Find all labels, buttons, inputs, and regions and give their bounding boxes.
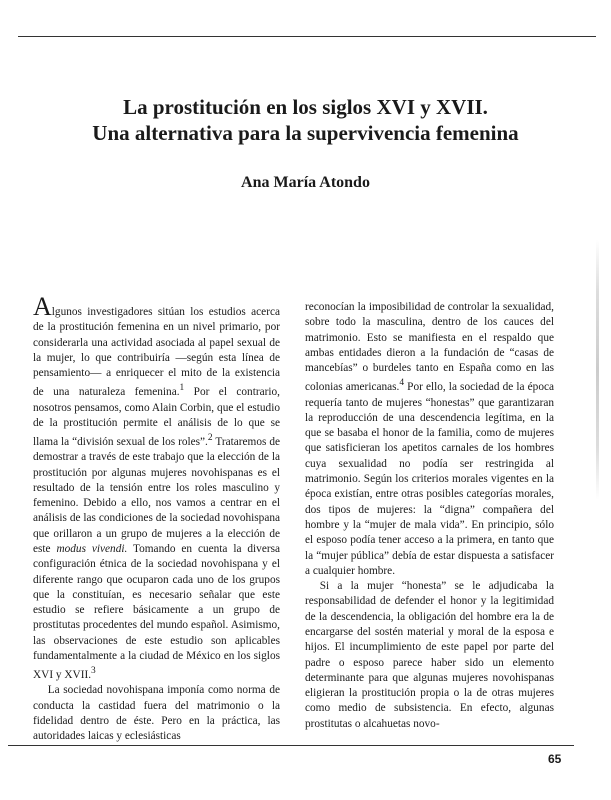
footnote-ref: 1 xyxy=(179,383,185,394)
right-paragraph-2: Si a la mujer “honesta” se le adjudicaba la responsabilidad de defender el honor y la legitimidad de la descendencia, la obligación del hombre era la de encargarse del sostén material y moral de la esposa e hijos. El incumplimiento de este papel por parte del padre o esposo parece haber sido un elemento determinante para que algunas mujeres novohispanas eligieran la prostitución propia o la de otras mujeres como medio de subsistencia. En efecto, algunas prostitutas o alcahuetas novo- xyxy=(305,580,554,730)
scan-gutter-shadow xyxy=(596,240,599,500)
article-author: Ana María Atondo xyxy=(241,174,370,191)
footnote-ref: 3 xyxy=(91,666,96,677)
footnote-ref: 2 xyxy=(207,433,213,444)
left-column xyxy=(33,292,281,745)
left-paragraph-2: La sociedad novohispana imponía como norma de conducta la castidad fuera del matrimonio o la fidelidad dentro de éste. Pero en la práctica, las autoridades laicas y eclesiásticas xyxy=(33,684,280,743)
drop-cap: A xyxy=(33,292,52,321)
article-title-line2: Una alternativa para la supervivencia femenina xyxy=(92,121,519,145)
left-paragraph-1: Algunos investigadores sitúan los estudios acerca de la prostitución femenina en un nivel primario, por considerarla una actividad asociada al papel sexual de la mujer, lo que contribuiría —según esta línea de pensamiento— a enriquecer el mito de la existencia de una naturaleza femenina.$^1$ Por el contrario, nosotros pensamos, como Alain Corbin, que el estudio de la prostitución permite el análisis de lo que se llama la “división sexual de los roles”.$^2$ Trataremos de demostrar a través de este trabajo que la elección de la prostitución por algunas mujeres novohispanas es el resultado de la tensión entre los roles masculino y femenino. Debido a ello, nos vamos a centrar en el análisis de las condiciones de la sociedad novohispana que orillaron a un grupo de mujeres a la elección de este modus vivendi. Tomando en cuenta la diversa configuración étnica de la sociedad novohispana y el diferente rango que ocuparon cada uno de los grupos que la constituían, es necesario señalar que este estudio se refiere básicamente a un grupo de prostitutas procedentes del mundo español. Asimismo, las observaciones de este estudio son aplicables fundamentalmente a la ciudad de México en los siglos XVI y XVII.$^3$ xyxy=(33,292,281,682)
footnote-ref: 4 xyxy=(399,378,405,389)
right-column xyxy=(305,300,554,732)
right-paragraph-1: reconocían la imposibilidad de controlar la sexualidad, sobre todo la masculina, dentro de los cauces del matrimonio. Esto se manifiesta en el respaldo que ambas entidades dieron a la fundación de “casas de mancebías” o burdeles tanto en España como en las colonias americanas.$^4$ Por ello, la sociedad de la época requería tanto de mujeres “honestas” que garantizaran la reproducción de una descendencia legítima, en la que se basaba el honor de la familia, como de mujeres que satisficieran los apetitos carnales de los hombres cuya sexualidad no podía ser restringida al matrimonio. Según los criterios morales vigentes en la época existían, entre otras posibles categorías morales, dos tipos de mujeres: la “digna” compañera del hombre y la “mujer de mala vida”. En principio, sólo el esposo podía tener acceso a la primera, en tanto que la “mujer pública” debía de estar dispuesta a satisfacer a cualquier hombre. xyxy=(305,301,554,577)
top-rule xyxy=(18,36,596,37)
article-title-line1: La prostitución en los siglos XVI y XVII. xyxy=(123,95,488,119)
bottom-rule xyxy=(8,745,574,746)
page-number: 65 xyxy=(548,752,562,766)
